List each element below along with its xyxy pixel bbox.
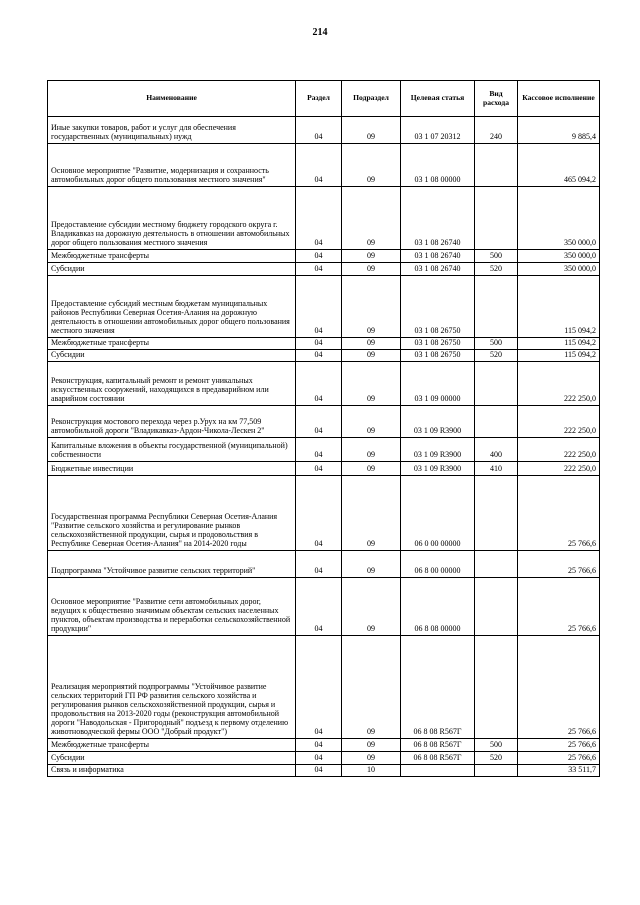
- row-target: 06 8 08 R567Г: [401, 738, 475, 751]
- row-amount: 25 766,6: [518, 635, 600, 738]
- table-row: [48, 475, 600, 550]
- row-target: 03 1 08 26740: [401, 250, 475, 263]
- row-subsection: 09: [342, 635, 401, 738]
- row-amount: 222 250,0: [518, 405, 600, 437]
- row-subsection: 09: [342, 187, 401, 250]
- row-type: [475, 475, 518, 550]
- row-subsection: 09: [342, 577, 401, 635]
- row-type: [475, 764, 518, 776]
- row-target: 06 0 00 00000: [401, 475, 475, 550]
- row-subsection: 09: [342, 276, 401, 338]
- row-name: Подпрограмма "Устойчивое развитие сельских территорий": [48, 550, 296, 577]
- table-row: [48, 263, 600, 276]
- row-target: 03 1 08 26750: [401, 276, 475, 338]
- row-name: Межбюджетные трансферты: [48, 738, 296, 751]
- row-type: 520: [475, 350, 518, 362]
- row-name: Государственная программа Республики Северная Осетия-Алания "Развитие сельского хозяйства и регулирование рынков сельскохозяйственной продукции, сырья и продовольствия в Республике Северная Осетия-Алания" на 2014-2020 годы: [48, 475, 296, 550]
- page-number: 214: [312, 27, 328, 38]
- row-amount: 222 250,0: [518, 461, 600, 475]
- row-name: Субсидии: [48, 350, 296, 362]
- row-target: 03 1 08 00000: [401, 144, 475, 187]
- row-amount: 25 766,6: [518, 550, 600, 577]
- row-subsection: 09: [342, 405, 401, 437]
- row-subsection: 09: [342, 461, 401, 475]
- row-section: 04: [296, 276, 342, 338]
- row-subsection: 09: [342, 751, 401, 764]
- table-row: [48, 577, 600, 635]
- table-row: [48, 350, 600, 362]
- header-row: [48, 81, 600, 117]
- row-subsection: 09: [342, 738, 401, 751]
- row-type: 500: [475, 250, 518, 263]
- row-target: 03 1 08 26750: [401, 350, 475, 362]
- row-section: 04: [296, 751, 342, 764]
- row-subsection: 09: [342, 144, 401, 187]
- row-section: 04: [296, 461, 342, 475]
- row-target: [401, 764, 475, 776]
- row-name: Реконструкция, капитальный ремонт и ремонт уникальных искусственных сооружений, находящихся в предаварийном или аварийном состоянии: [48, 361, 296, 405]
- row-name: Основное мероприятие "Развитие сети автомобильных дорог, ведущих к общественно значимым объектам сельских населенных пунктов, объектам производства и переработки сельскохозяйственной продукции": [48, 577, 296, 635]
- row-section: 04: [296, 764, 342, 776]
- row-amount: 115 094,2: [518, 276, 600, 338]
- row-type: [475, 550, 518, 577]
- row-target: 03 1 09 00000: [401, 361, 475, 405]
- row-target: 06 8 00 00000: [401, 550, 475, 577]
- row-amount: 222 250,0: [518, 361, 600, 405]
- budget-table: [47, 80, 600, 777]
- table-row: [48, 187, 600, 250]
- row-section: 04: [296, 263, 342, 276]
- row-section: 04: [296, 475, 342, 550]
- table-row: [48, 461, 600, 475]
- row-subsection: 09: [342, 475, 401, 550]
- table-row: [48, 764, 600, 776]
- header-name: Наименование: [48, 81, 296, 117]
- row-amount: 465 094,2: [518, 144, 600, 187]
- row-amount: 25 766,6: [518, 577, 600, 635]
- row-name: Связь и информатика: [48, 764, 296, 776]
- row-section: 04: [296, 144, 342, 187]
- table-row: [48, 250, 600, 263]
- table-row: [48, 405, 600, 437]
- row-name: Капитальные вложения в объекты государственной (муниципальной) собственности: [48, 437, 296, 461]
- row-target: 06 8 08 00000: [401, 577, 475, 635]
- header-amount: Кассовое исполнение: [518, 81, 600, 117]
- row-name: Межбюджетные трансферты: [48, 250, 296, 263]
- row-name: Межбюджетные трансферты: [48, 338, 296, 350]
- row-name: Субсидии: [48, 751, 296, 764]
- row-section: 04: [296, 635, 342, 738]
- table-row: [48, 437, 600, 461]
- table-row: [48, 117, 600, 144]
- table-row: [48, 361, 600, 405]
- table-row: [48, 144, 600, 187]
- row-type: [475, 635, 518, 738]
- row-section: 04: [296, 437, 342, 461]
- row-type: 240: [475, 117, 518, 144]
- row-subsection: 10: [342, 764, 401, 776]
- row-section: 04: [296, 361, 342, 405]
- row-target: 06 8 08 R567Г: [401, 635, 475, 738]
- table-row: [48, 550, 600, 577]
- row-amount: 115 094,2: [518, 350, 600, 362]
- table-row: [48, 338, 600, 350]
- row-section: 04: [296, 350, 342, 362]
- row-amount: 350 000,0: [518, 187, 600, 250]
- row-amount: 350 000,0: [518, 263, 600, 276]
- row-amount: 25 766,6: [518, 475, 600, 550]
- row-type: 520: [475, 263, 518, 276]
- row-name: Предоставление субсидии местному бюджету городского округа г. Владикавказ на дорожную деятельность в отношении автомобильных дорог общего пользования местного значения: [48, 187, 296, 250]
- row-type: [475, 187, 518, 250]
- row-amount: 25 766,6: [518, 738, 600, 751]
- row-subsection: 09: [342, 117, 401, 144]
- row-type: [475, 276, 518, 338]
- row-amount: 115 094,2: [518, 338, 600, 350]
- row-amount: 350 000,0: [518, 250, 600, 263]
- row-name: Иные закупки товаров, работ и услуг для обеспечения государственных (муниципальных) нужд: [48, 117, 296, 144]
- row-amount: 33 511,7: [518, 764, 600, 776]
- row-type: [475, 577, 518, 635]
- row-type: 520: [475, 751, 518, 764]
- row-subsection: 09: [342, 350, 401, 362]
- row-target: 03 1 09 R3900: [401, 461, 475, 475]
- row-type: [475, 361, 518, 405]
- row-amount: 9 885,4: [518, 117, 600, 144]
- header-section: Раздел: [296, 81, 342, 117]
- row-section: 04: [296, 338, 342, 350]
- row-section: 04: [296, 117, 342, 144]
- row-name: Реконструкция мостового перехода через р.Урух на км 77,509 автомобильной дороги "Владикавказ-Ардон-Чикола-Лескен 2": [48, 405, 296, 437]
- header-target: Целевая статья: [401, 81, 475, 117]
- table-row: [48, 635, 600, 738]
- row-subsection: 09: [342, 437, 401, 461]
- row-name: Бюджетные инвестиции: [48, 461, 296, 475]
- table-row: [48, 751, 600, 764]
- row-target: 03 1 07 20312: [401, 117, 475, 144]
- row-section: 04: [296, 405, 342, 437]
- row-target: 03 1 08 26740: [401, 187, 475, 250]
- row-target: 06 8 08 R567Г: [401, 751, 475, 764]
- row-target: 03 1 09 R3900: [401, 405, 475, 437]
- row-target: 03 1 09 R3900: [401, 437, 475, 461]
- row-subsection: 09: [342, 263, 401, 276]
- row-name: Основное мероприятие "Развитие, модернизация и сохранность автомобильных дорог общего пользования местного значения": [48, 144, 296, 187]
- row-section: 04: [296, 187, 342, 250]
- row-section: 04: [296, 577, 342, 635]
- row-section: 04: [296, 550, 342, 577]
- row-type: [475, 144, 518, 187]
- row-type: 500: [475, 738, 518, 751]
- header-type: Вид расхода: [475, 81, 518, 117]
- row-subsection: 09: [342, 361, 401, 405]
- row-section: 04: [296, 738, 342, 751]
- row-name: Реализация мероприятий подпрограммы "Устойчивое развитие сельских территорий ГП РФ развития сельского хозяйства и регулирования рынков сельскохозяйственной продукции, сырья и продовольствия на 2013-2020 годы (реконструкция автомобильной дороги "Наводольская - Пригородный" подъезд к первому отделению животноводческой фермы ООО "Добрый продукт"): [48, 635, 296, 738]
- row-amount: 222 250,0: [518, 437, 600, 461]
- row-subsection: 09: [342, 550, 401, 577]
- header-subsection: Подраздел: [342, 81, 401, 117]
- row-type: [475, 405, 518, 437]
- row-amount: 25 766,6: [518, 751, 600, 764]
- row-name: Предоставление субсидий местным бюджетам муниципальных районов Республики Северная Осетия-Алания на дорожную деятельность в отношении автомобильных дорог общего пользования местного значения: [48, 276, 296, 338]
- row-section: 04: [296, 250, 342, 263]
- row-target: 03 1 08 26750: [401, 338, 475, 350]
- row-subsection: 09: [342, 338, 401, 350]
- table-row: [48, 276, 600, 338]
- row-name: Субсидии: [48, 263, 296, 276]
- row-type: 400: [475, 437, 518, 461]
- row-subsection: 09: [342, 250, 401, 263]
- row-target: 03 1 08 26740: [401, 263, 475, 276]
- row-type: 500: [475, 338, 518, 350]
- table-row: [48, 738, 600, 751]
- row-type: 410: [475, 461, 518, 475]
